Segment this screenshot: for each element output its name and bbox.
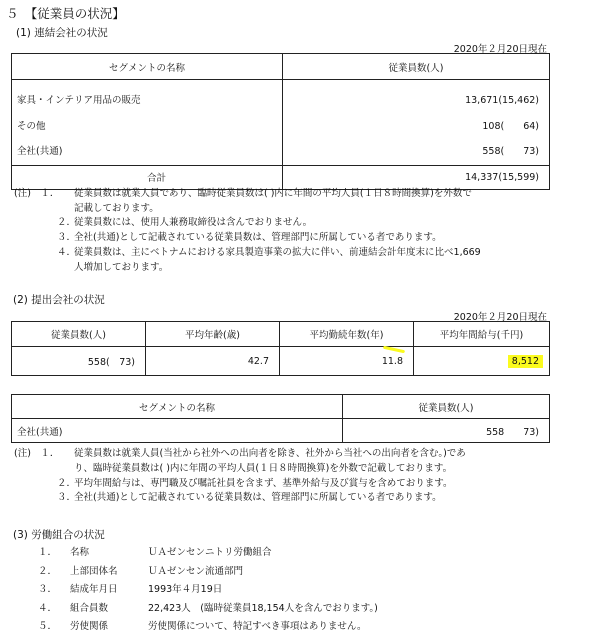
- employees-cell: [283, 80, 550, 166]
- segment-header-row: [12, 395, 550, 419]
- company-value-row: [12, 347, 550, 376]
- employee-count: 558( 73): [482, 146, 539, 157]
- union-item-relations: ５． 労使関係 労使関係について、特記すべき事項はありません。: [38, 621, 367, 632]
- employee-count: 108( 64): [482, 120, 539, 132]
- company-date: 2020年２月20日現在: [453, 312, 547, 323]
- note-line: ４．従業員数は、主にベトナムにおける家具製造事業の拡大に伴い、前連結会計年度末に比べ1,669: [57, 246, 481, 258]
- union-item-founded: ３． 結成年月日 1993年４月19日: [38, 584, 223, 595]
- company-notes: [14, 447, 466, 506]
- segment-body-row: [12, 419, 550, 443]
- col-avg-age-header: 平均年齢(歳): [146, 322, 280, 347]
- segment-name: その他: [17, 120, 46, 132]
- consolidated-header-row: [12, 54, 550, 80]
- note-line: (注) １． 従業員数は就業人員(当社から社外への出向者を除き、社外から当社への出向者を含む。)であ: [14, 448, 466, 459]
- tenure-number: 11.8: [381, 355, 403, 367]
- col-segment-header: セグメントの名称: [12, 54, 283, 80]
- note-line: ２．従業員数には、使用人兼務取締役は含んでおりません。: [57, 217, 313, 229]
- consolidated-heading: (1) 連結会社の状況: [16, 27, 108, 39]
- union-item-parent: ２． 上部団体名 ＵＡゼンセン流通部門: [38, 565, 244, 577]
- company-table: [11, 321, 550, 376]
- employee-count: 13,671(15,462): [465, 95, 539, 106]
- note-line: ２．平均年間給与は、専門職及び嘱託社員を含まず、基準外給与及び賞与を含めております。: [57, 477, 453, 489]
- seg-row-employees: 558 73): [343, 419, 550, 443]
- seg-col-segment-header: セグメントの名称: [12, 395, 343, 419]
- seg-row-segment: 全社(共通): [12, 419, 343, 443]
- consolidated-table: [11, 53, 550, 190]
- consolidated-body-row: [12, 80, 550, 166]
- segment-name: 全社(共通): [17, 146, 63, 157]
- salary-highlight: 8,512: [508, 355, 543, 368]
- union-list: [38, 544, 378, 637]
- total-value: 14,337(15,599): [283, 165, 550, 189]
- consolidated-total-row: [12, 165, 550, 189]
- note-line: ３．全社(共通)として記載されている従業員数は、管理部門に所属している者であります。: [57, 232, 442, 244]
- union-item-name: １． 名称 ＵＡゼンセンニトリ労働組合: [38, 547, 272, 558]
- note-line: ３．全社(共通)として記載されている従業員数は、管理部門に所属している者であります。: [57, 492, 442, 504]
- union-item-members: ４． 組合員数 22,423人 (臨時従業員18,154人を含んでおります。): [38, 602, 378, 614]
- seg-col-employees-header: 従業員数(人): [343, 395, 550, 419]
- col-salary-header: 平均年間給与(千円): [414, 322, 550, 347]
- avg-age-value: 42.7: [146, 347, 280, 376]
- section-title: ５ 【従業員の状況】: [6, 6, 125, 21]
- total-label: 合計: [12, 165, 283, 189]
- note-line: 記載しております。: [74, 202, 159, 214]
- consolidated-date: 2020年２月20日現在: [453, 44, 547, 55]
- company-header-row: [12, 322, 550, 347]
- note-line: り、臨時従業員数は( )内に年間の平均人員(１日８時間換算)を外数で記載しております。: [74, 462, 453, 474]
- col-tenure-header: 平均勤続年数(年): [280, 322, 414, 347]
- salary-value: [414, 347, 550, 376]
- note-line: (注) １． 従業員数は就業人員であり、臨時従業員数は( )内に年間の平均人員(１日８時間換算)を外数で: [14, 188, 472, 199]
- segment-cell: [12, 80, 283, 166]
- col-employees-header: 従業員数(人): [283, 54, 550, 80]
- company-heading: (2) 提出会社の状況: [13, 294, 105, 306]
- union-heading: (3) 労働組合の状況: [13, 529, 105, 541]
- headcount-value: 558( 73): [12, 347, 146, 376]
- col-headcount-header: 従業員数(人): [12, 322, 146, 347]
- segment-name: 家具・インテリア用品の販売: [17, 95, 141, 106]
- note-line: 人増加しております。: [74, 261, 169, 273]
- segment-table: [11, 394, 550, 443]
- consolidated-notes: [14, 187, 481, 275]
